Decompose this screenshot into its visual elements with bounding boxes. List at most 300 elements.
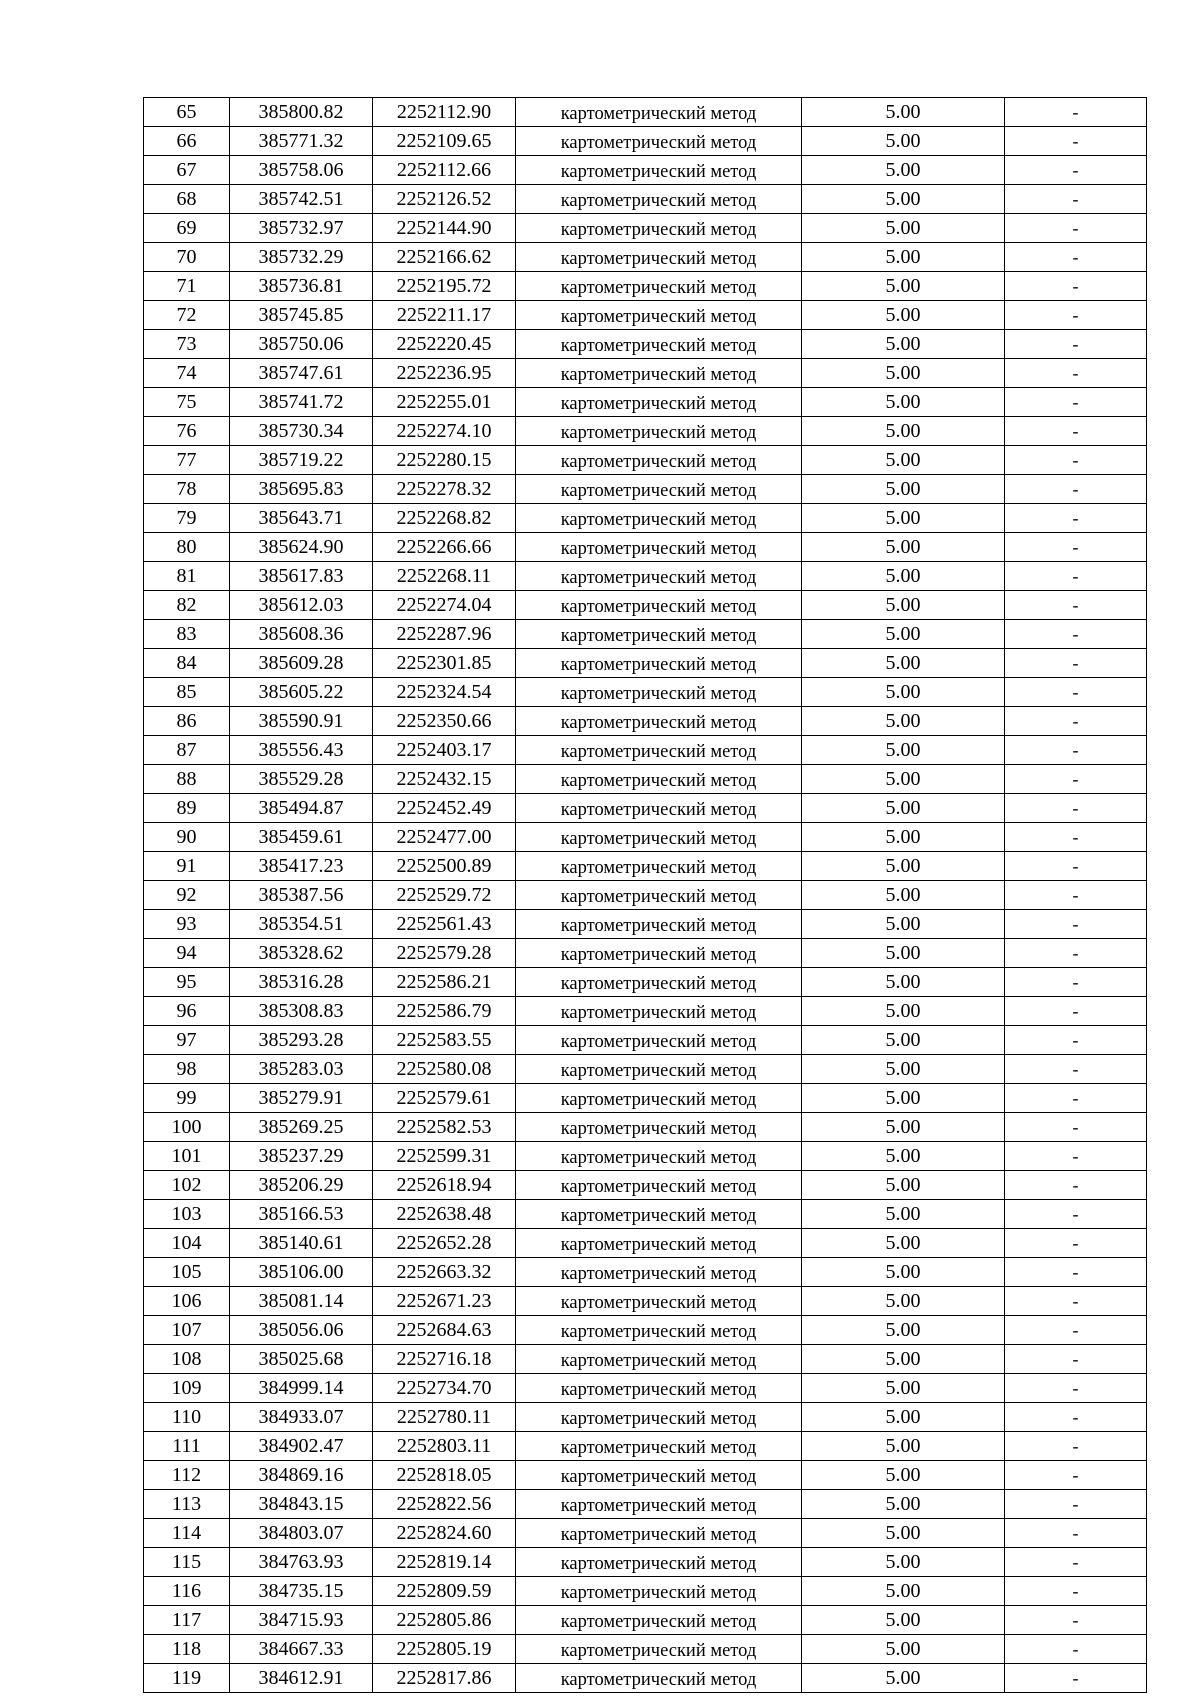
table-row	[144, 852, 1147, 881]
note-cell: -	[1005, 1142, 1147, 1171]
note-cell: -	[1005, 1432, 1147, 1461]
table-row	[144, 591, 1147, 620]
y-coordinate-cell: 2252255.01	[373, 388, 516, 417]
method-cell: картометрический метод	[516, 794, 802, 823]
point-number-cell: 105	[144, 1258, 230, 1287]
y-coordinate-cell: 2252818.05	[373, 1461, 516, 1490]
y-coordinate-cell: 2252350.66	[373, 707, 516, 736]
point-number-cell: 118	[144, 1635, 230, 1664]
point-number-cell: 112	[144, 1461, 230, 1490]
point-number-cell: 66	[144, 127, 230, 156]
method-cell: картометрический метод	[516, 388, 802, 417]
method-cell: картометрический метод	[516, 156, 802, 185]
accuracy-cell: 5.00	[802, 736, 1005, 765]
accuracy-cell: 5.00	[802, 620, 1005, 649]
note-cell: -	[1005, 1548, 1147, 1577]
x-coordinate-cell: 385417.23	[230, 852, 373, 881]
point-number-cell: 82	[144, 591, 230, 620]
table-row	[144, 707, 1147, 736]
point-number-cell: 88	[144, 765, 230, 794]
note-cell: -	[1005, 1664, 1147, 1693]
y-coordinate-cell: 2252805.86	[373, 1606, 516, 1635]
method-cell: картометрический метод	[516, 1403, 802, 1432]
y-coordinate-cell: 2252280.15	[373, 446, 516, 475]
x-coordinate-cell: 385206.29	[230, 1171, 373, 1200]
accuracy-cell: 5.00	[802, 417, 1005, 446]
point-number-cell: 81	[144, 562, 230, 591]
accuracy-cell: 5.00	[802, 1461, 1005, 1490]
note-cell: -	[1005, 330, 1147, 359]
note-cell: -	[1005, 359, 1147, 388]
table-row	[144, 533, 1147, 562]
x-coordinate-cell: 385279.91	[230, 1084, 373, 1113]
method-cell: картометрический метод	[516, 678, 802, 707]
x-coordinate-cell: 384715.93	[230, 1606, 373, 1635]
y-coordinate-cell: 2252109.65	[373, 127, 516, 156]
x-coordinate-cell: 385269.25	[230, 1113, 373, 1142]
table-row	[144, 910, 1147, 939]
note-cell: -	[1005, 388, 1147, 417]
table-row	[144, 185, 1147, 214]
x-coordinate-cell: 385354.51	[230, 910, 373, 939]
y-coordinate-cell: 2252803.11	[373, 1432, 516, 1461]
note-cell: -	[1005, 649, 1147, 678]
method-cell: картометрический метод	[516, 1606, 802, 1635]
table-row	[144, 272, 1147, 301]
note-cell: -	[1005, 1171, 1147, 1200]
method-cell: картометрический метод	[516, 1142, 802, 1171]
y-coordinate-cell: 2252734.70	[373, 1374, 516, 1403]
point-number-cell: 91	[144, 852, 230, 881]
accuracy-cell: 5.00	[802, 359, 1005, 388]
method-cell: картометрический метод	[516, 649, 802, 678]
accuracy-cell: 5.00	[802, 1548, 1005, 1577]
x-coordinate-cell: 385624.90	[230, 533, 373, 562]
method-cell: картометрический метод	[516, 591, 802, 620]
table-row	[144, 1461, 1147, 1490]
accuracy-cell: 5.00	[802, 649, 1005, 678]
x-coordinate-cell: 385747.61	[230, 359, 373, 388]
method-cell: картометрический метод	[516, 243, 802, 272]
accuracy-cell: 5.00	[802, 533, 1005, 562]
y-coordinate-cell: 2252817.86	[373, 1664, 516, 1693]
x-coordinate-cell: 385025.68	[230, 1345, 373, 1374]
point-number-cell: 96	[144, 997, 230, 1026]
table-row	[144, 1287, 1147, 1316]
accuracy-cell: 5.00	[802, 765, 1005, 794]
point-number-cell: 70	[144, 243, 230, 272]
x-coordinate-cell: 385745.85	[230, 301, 373, 330]
point-number-cell: 75	[144, 388, 230, 417]
x-coordinate-cell: 385387.56	[230, 881, 373, 910]
point-number-cell: 101	[144, 1142, 230, 1171]
method-cell: картометрический метод	[516, 1316, 802, 1345]
table-row	[144, 1171, 1147, 1200]
table-row	[144, 968, 1147, 997]
x-coordinate-cell: 385459.61	[230, 823, 373, 852]
point-number-cell: 68	[144, 185, 230, 214]
table-row	[144, 1084, 1147, 1113]
y-coordinate-cell: 2252599.31	[373, 1142, 516, 1171]
y-coordinate-cell: 2252579.28	[373, 939, 516, 968]
point-number-cell: 100	[144, 1113, 230, 1142]
x-coordinate-cell: 385742.51	[230, 185, 373, 214]
y-coordinate-cell: 2252819.14	[373, 1548, 516, 1577]
accuracy-cell: 5.00	[802, 1664, 1005, 1693]
method-cell: картометрический метод	[516, 1287, 802, 1316]
table-row	[144, 1113, 1147, 1142]
accuracy-cell: 5.00	[802, 1287, 1005, 1316]
method-cell: картометрический метод	[516, 504, 802, 533]
method-cell: картометрический метод	[516, 1200, 802, 1229]
point-number-cell: 110	[144, 1403, 230, 1432]
y-coordinate-cell: 2252266.66	[373, 533, 516, 562]
accuracy-cell: 5.00	[802, 1519, 1005, 1548]
accuracy-cell: 5.00	[802, 127, 1005, 156]
accuracy-cell: 5.00	[802, 1577, 1005, 1606]
method-cell: картометрический метод	[516, 881, 802, 910]
table-row	[144, 330, 1147, 359]
point-number-cell: 90	[144, 823, 230, 852]
method-cell: картометрический метод	[516, 910, 802, 939]
note-cell: -	[1005, 1084, 1147, 1113]
accuracy-cell: 5.00	[802, 1432, 1005, 1461]
point-number-cell: 115	[144, 1548, 230, 1577]
method-cell: картометрический метод	[516, 359, 802, 388]
y-coordinate-cell: 2252500.89	[373, 852, 516, 881]
note-cell: -	[1005, 1113, 1147, 1142]
x-coordinate-cell: 384612.91	[230, 1664, 373, 1693]
y-coordinate-cell: 2252432.15	[373, 765, 516, 794]
table-row	[144, 1577, 1147, 1606]
method-cell: картометрический метод	[516, 127, 802, 156]
method-cell: картометрический метод	[516, 185, 802, 214]
method-cell: картометрический метод	[516, 1664, 802, 1693]
point-number-cell: 114	[144, 1519, 230, 1548]
table-row	[144, 939, 1147, 968]
x-coordinate-cell: 385293.28	[230, 1026, 373, 1055]
note-cell: -	[1005, 823, 1147, 852]
y-coordinate-cell: 2252671.23	[373, 1287, 516, 1316]
point-number-cell: 74	[144, 359, 230, 388]
y-coordinate-cell: 2252477.00	[373, 823, 516, 852]
x-coordinate-cell: 385612.03	[230, 591, 373, 620]
point-number-cell: 102	[144, 1171, 230, 1200]
y-coordinate-cell: 2252268.11	[373, 562, 516, 591]
x-coordinate-cell: 385609.28	[230, 649, 373, 678]
x-coordinate-cell: 385328.62	[230, 939, 373, 968]
method-cell: картометрический метод	[516, 1374, 802, 1403]
point-number-cell: 116	[144, 1577, 230, 1606]
note-cell: -	[1005, 243, 1147, 272]
point-number-cell: 83	[144, 620, 230, 649]
note-cell: -	[1005, 794, 1147, 823]
y-coordinate-cell: 2252580.08	[373, 1055, 516, 1084]
method-cell: картометрический метод	[516, 1026, 802, 1055]
note-cell: -	[1005, 1490, 1147, 1519]
table-row	[144, 417, 1147, 446]
point-number-cell: 106	[144, 1287, 230, 1316]
x-coordinate-cell: 384869.16	[230, 1461, 373, 1490]
y-coordinate-cell: 2252301.85	[373, 649, 516, 678]
method-cell: картометрический метод	[516, 765, 802, 794]
point-number-cell: 113	[144, 1490, 230, 1519]
point-number-cell: 97	[144, 1026, 230, 1055]
note-cell: -	[1005, 1635, 1147, 1664]
point-number-cell: 99	[144, 1084, 230, 1113]
table-row	[144, 98, 1147, 127]
y-coordinate-cell: 2252403.17	[373, 736, 516, 765]
y-coordinate-cell: 2252582.53	[373, 1113, 516, 1142]
table-row	[144, 1316, 1147, 1345]
x-coordinate-cell: 385617.83	[230, 562, 373, 591]
table-row	[144, 997, 1147, 1026]
note-cell: -	[1005, 1403, 1147, 1432]
point-number-cell: 109	[144, 1374, 230, 1403]
note-cell: -	[1005, 272, 1147, 301]
note-cell: -	[1005, 1055, 1147, 1084]
table-row	[144, 823, 1147, 852]
method-cell: картометрический метод	[516, 214, 802, 243]
method-cell: картометрический метод	[516, 707, 802, 736]
table-row	[144, 678, 1147, 707]
note-cell: -	[1005, 504, 1147, 533]
y-coordinate-cell: 2252618.94	[373, 1171, 516, 1200]
accuracy-cell: 5.00	[802, 881, 1005, 910]
point-number-cell: 87	[144, 736, 230, 765]
point-number-cell: 71	[144, 272, 230, 301]
x-coordinate-cell: 385494.87	[230, 794, 373, 823]
accuracy-cell: 5.00	[802, 707, 1005, 736]
accuracy-cell: 5.00	[802, 1345, 1005, 1374]
method-cell: картометрический метод	[516, 1229, 802, 1258]
note-cell: -	[1005, 417, 1147, 446]
accuracy-cell: 5.00	[802, 852, 1005, 881]
x-coordinate-cell: 385140.61	[230, 1229, 373, 1258]
method-cell: картометрический метод	[516, 1084, 802, 1113]
method-cell: картометрический метод	[516, 1635, 802, 1664]
x-coordinate-cell: 385730.34	[230, 417, 373, 446]
x-coordinate-cell: 385590.91	[230, 707, 373, 736]
x-coordinate-cell: 384735.15	[230, 1577, 373, 1606]
y-coordinate-cell: 2252278.32	[373, 475, 516, 504]
table-row	[144, 214, 1147, 243]
note-cell: -	[1005, 707, 1147, 736]
table-row	[144, 504, 1147, 533]
x-coordinate-cell: 384999.14	[230, 1374, 373, 1403]
x-coordinate-cell: 385529.28	[230, 765, 373, 794]
method-cell: картометрический метод	[516, 1490, 802, 1519]
point-number-cell: 65	[144, 98, 230, 127]
x-coordinate-cell: 385741.72	[230, 388, 373, 417]
note-cell: -	[1005, 1606, 1147, 1635]
note-cell: -	[1005, 968, 1147, 997]
note-cell: -	[1005, 127, 1147, 156]
accuracy-cell: 5.00	[802, 1113, 1005, 1142]
table-row	[144, 881, 1147, 910]
point-number-cell: 103	[144, 1200, 230, 1229]
accuracy-cell: 5.00	[802, 910, 1005, 939]
method-cell: картометрический метод	[516, 417, 802, 446]
method-cell: картометрический метод	[516, 1548, 802, 1577]
y-coordinate-cell: 2252663.32	[373, 1258, 516, 1287]
accuracy-cell: 5.00	[802, 272, 1005, 301]
note-cell: -	[1005, 852, 1147, 881]
point-number-cell: 104	[144, 1229, 230, 1258]
y-coordinate-cell: 2252684.63	[373, 1316, 516, 1345]
x-coordinate-cell: 385106.00	[230, 1258, 373, 1287]
point-number-cell: 86	[144, 707, 230, 736]
point-number-cell: 76	[144, 417, 230, 446]
point-number-cell: 80	[144, 533, 230, 562]
accuracy-cell: 5.00	[802, 185, 1005, 214]
accuracy-cell: 5.00	[802, 997, 1005, 1026]
method-cell: картометрический метод	[516, 1519, 802, 1548]
accuracy-cell: 5.00	[802, 1258, 1005, 1287]
x-coordinate-cell: 385771.32	[230, 127, 373, 156]
note-cell: -	[1005, 1287, 1147, 1316]
accuracy-cell: 5.00	[802, 388, 1005, 417]
point-number-cell: 111	[144, 1432, 230, 1461]
y-coordinate-cell: 2252652.28	[373, 1229, 516, 1258]
y-coordinate-cell: 2252805.19	[373, 1635, 516, 1664]
table-row	[144, 794, 1147, 823]
table-row	[144, 1432, 1147, 1461]
method-cell: картометрический метод	[516, 939, 802, 968]
accuracy-cell: 5.00	[802, 1635, 1005, 1664]
x-coordinate-cell: 384843.15	[230, 1490, 373, 1519]
accuracy-cell: 5.00	[802, 1490, 1005, 1519]
accuracy-cell: 5.00	[802, 243, 1005, 272]
y-coordinate-cell: 2252638.48	[373, 1200, 516, 1229]
note-cell: -	[1005, 214, 1147, 243]
y-coordinate-cell: 2252220.45	[373, 330, 516, 359]
accuracy-cell: 5.00	[802, 1374, 1005, 1403]
note-cell: -	[1005, 562, 1147, 591]
y-coordinate-cell: 2252287.96	[373, 620, 516, 649]
x-coordinate-cell: 385556.43	[230, 736, 373, 765]
x-coordinate-cell: 385800.82	[230, 98, 373, 127]
note-cell: -	[1005, 765, 1147, 794]
table-row	[144, 736, 1147, 765]
accuracy-cell: 5.00	[802, 939, 1005, 968]
accuracy-cell: 5.00	[802, 330, 1005, 359]
point-number-cell: 93	[144, 910, 230, 939]
point-number-cell: 73	[144, 330, 230, 359]
accuracy-cell: 5.00	[802, 968, 1005, 997]
table-row	[144, 156, 1147, 185]
note-cell: -	[1005, 1026, 1147, 1055]
method-cell: картометрический метод	[516, 1113, 802, 1142]
point-number-cell: 77	[144, 446, 230, 475]
method-cell: картометрический метод	[516, 1055, 802, 1084]
note-cell: -	[1005, 1316, 1147, 1345]
accuracy-cell: 5.00	[802, 1606, 1005, 1635]
x-coordinate-cell: 385758.06	[230, 156, 373, 185]
note-cell: -	[1005, 736, 1147, 765]
accuracy-cell: 5.00	[802, 591, 1005, 620]
note-cell: -	[1005, 1519, 1147, 1548]
note-cell: -	[1005, 1258, 1147, 1287]
point-number-cell: 94	[144, 939, 230, 968]
accuracy-cell: 5.00	[802, 1084, 1005, 1113]
note-cell: -	[1005, 939, 1147, 968]
point-number-cell: 95	[144, 968, 230, 997]
point-number-cell: 108	[144, 1345, 230, 1374]
accuracy-cell: 5.00	[802, 156, 1005, 185]
x-coordinate-cell: 385732.97	[230, 214, 373, 243]
table-row	[144, 562, 1147, 591]
table-row	[144, 649, 1147, 678]
y-coordinate-cell: 2252452.49	[373, 794, 516, 823]
note-cell: -	[1005, 475, 1147, 504]
table-row	[144, 1664, 1147, 1693]
note-cell: -	[1005, 1374, 1147, 1403]
x-coordinate-cell: 384933.07	[230, 1403, 373, 1432]
note-cell: -	[1005, 997, 1147, 1026]
y-coordinate-cell: 2252112.90	[373, 98, 516, 127]
y-coordinate-cell: 2252211.17	[373, 301, 516, 330]
y-coordinate-cell: 2252561.43	[373, 910, 516, 939]
note-cell: -	[1005, 1200, 1147, 1229]
point-number-cell: 107	[144, 1316, 230, 1345]
x-coordinate-cell: 384763.93	[230, 1548, 373, 1577]
x-coordinate-cell: 385166.53	[230, 1200, 373, 1229]
point-number-cell: 69	[144, 214, 230, 243]
y-coordinate-cell: 2252268.82	[373, 504, 516, 533]
method-cell: картометрический метод	[516, 301, 802, 330]
method-cell: картометрический метод	[516, 533, 802, 562]
method-cell: картометрический метод	[516, 562, 802, 591]
table-row	[144, 446, 1147, 475]
x-coordinate-cell: 385237.29	[230, 1142, 373, 1171]
method-cell: картометрический метод	[516, 272, 802, 301]
y-coordinate-cell: 2252809.59	[373, 1577, 516, 1606]
method-cell: картометрический метод	[516, 1461, 802, 1490]
method-cell: картометрический метод	[516, 1432, 802, 1461]
note-cell: -	[1005, 533, 1147, 562]
y-coordinate-cell: 2252195.72	[373, 272, 516, 301]
x-coordinate-cell: 385736.81	[230, 272, 373, 301]
table-row	[144, 1200, 1147, 1229]
y-coordinate-cell: 2252579.61	[373, 1084, 516, 1113]
method-cell: картометрический метод	[516, 98, 802, 127]
y-coordinate-cell: 2252274.04	[373, 591, 516, 620]
x-coordinate-cell: 384803.07	[230, 1519, 373, 1548]
table-row	[144, 1374, 1147, 1403]
accuracy-cell: 5.00	[802, 98, 1005, 127]
x-coordinate-cell: 385056.06	[230, 1316, 373, 1345]
point-number-cell: 98	[144, 1055, 230, 1084]
x-coordinate-cell: 385283.03	[230, 1055, 373, 1084]
y-coordinate-cell: 2252144.90	[373, 214, 516, 243]
note-cell: -	[1005, 98, 1147, 127]
table-row	[144, 1258, 1147, 1287]
method-cell: картометрический метод	[516, 1577, 802, 1606]
y-coordinate-cell: 2252716.18	[373, 1345, 516, 1374]
method-cell: картометрический метод	[516, 1258, 802, 1287]
accuracy-cell: 5.00	[802, 1316, 1005, 1345]
point-number-cell: 79	[144, 504, 230, 533]
method-cell: картометрический метод	[516, 997, 802, 1026]
x-coordinate-cell: 385608.36	[230, 620, 373, 649]
accuracy-cell: 5.00	[802, 214, 1005, 243]
table-row	[144, 1490, 1147, 1519]
method-cell: картометрический метод	[516, 446, 802, 475]
point-number-cell: 84	[144, 649, 230, 678]
accuracy-cell: 5.00	[802, 1171, 1005, 1200]
note-cell: -	[1005, 301, 1147, 330]
